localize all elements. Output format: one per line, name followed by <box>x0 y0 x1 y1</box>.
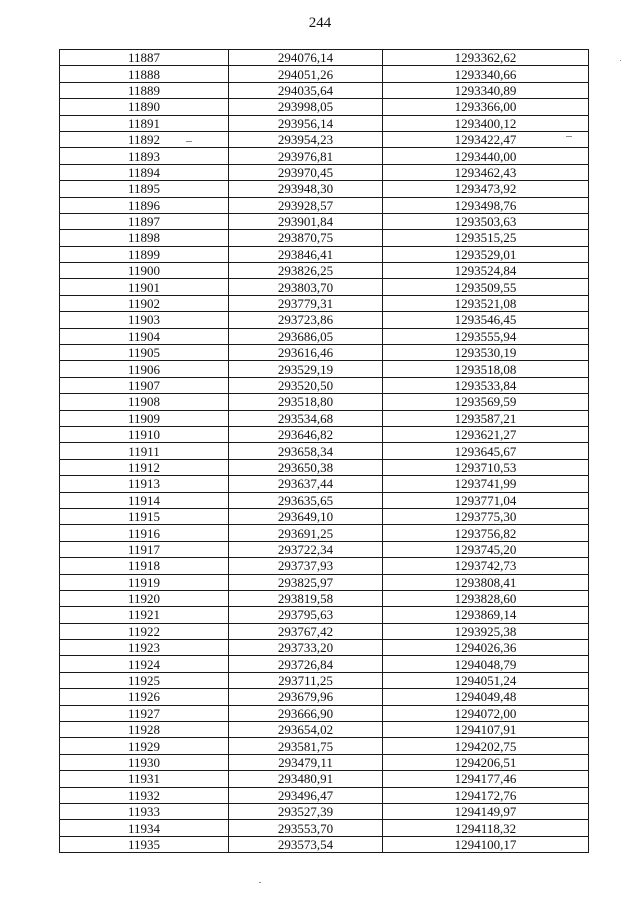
y-coordinate-cell: 1293422,47 <box>383 131 589 147</box>
x-coordinate-cell: 293654,02 <box>229 722 383 738</box>
x-coordinate-cell: 293795,63 <box>229 607 383 623</box>
scan-speck <box>620 60 621 61</box>
y-coordinate-cell: 1293503,63 <box>383 213 589 229</box>
point-number-cell: 11905 <box>60 345 229 361</box>
point-number-cell: 11912 <box>60 459 229 475</box>
y-coordinate-cell: 1294026,36 <box>383 640 589 656</box>
point-number-cell: 11924 <box>60 656 229 672</box>
table-row <box>60 836 589 852</box>
point-number-cell: 11909 <box>60 410 229 426</box>
table-row <box>60 754 589 770</box>
x-coordinate-cell: 293480,91 <box>229 771 383 787</box>
y-coordinate-cell: 1293529,01 <box>383 246 589 262</box>
table-row <box>60 574 589 590</box>
x-coordinate-cell: 293803,70 <box>229 279 383 295</box>
x-coordinate-cell: 293581,75 <box>229 738 383 754</box>
x-coordinate-cell: 293954,23 <box>229 131 383 147</box>
x-coordinate-cell: 293998,05 <box>229 99 383 115</box>
x-coordinate-cell: 293928,57 <box>229 197 383 213</box>
x-coordinate-cell: 293722,34 <box>229 541 383 557</box>
x-coordinate-cell: 293711,25 <box>229 672 383 688</box>
x-coordinate-cell: 293846,41 <box>229 246 383 262</box>
table-row <box>60 115 589 131</box>
point-number-cell: 11933 <box>60 803 229 819</box>
y-coordinate-cell: 1294149,97 <box>383 803 589 819</box>
x-coordinate-cell: 293534,68 <box>229 410 383 426</box>
table-row <box>60 492 589 508</box>
y-coordinate-cell: 1293340,66 <box>383 66 589 82</box>
y-coordinate-cell: 1293555,94 <box>383 328 589 344</box>
point-number-cell: 11910 <box>60 426 229 442</box>
point-number-cell: 11916 <box>60 525 229 541</box>
y-coordinate-cell: 1293515,25 <box>383 230 589 246</box>
y-coordinate-cell: 1293775,30 <box>383 508 589 524</box>
x-coordinate-cell: 293650,38 <box>229 459 383 475</box>
point-number-cell: 11919 <box>60 574 229 590</box>
y-coordinate-cell: 1294049,48 <box>383 689 589 705</box>
x-coordinate-cell: 293553,70 <box>229 820 383 836</box>
x-coordinate-cell: 293691,25 <box>229 525 383 541</box>
x-coordinate-cell: 293970,45 <box>229 164 383 180</box>
y-coordinate-cell: 1293587,21 <box>383 410 589 426</box>
point-number-cell: 11922 <box>60 623 229 639</box>
x-coordinate-cell: 293726,84 <box>229 656 383 672</box>
x-coordinate-cell: 293637,44 <box>229 476 383 492</box>
point-number-cell: 11893 <box>60 148 229 164</box>
table-row <box>60 230 589 246</box>
point-number-cell: 11923 <box>60 640 229 656</box>
table-row <box>60 312 589 328</box>
x-coordinate-cell: 293479,11 <box>229 754 383 770</box>
table-row <box>60 164 589 180</box>
table-row <box>60 131 589 147</box>
table-row <box>60 672 589 688</box>
table-row <box>60 640 589 656</box>
point-number-cell: 11928 <box>60 722 229 738</box>
x-coordinate-cell: 293779,31 <box>229 295 383 311</box>
coordinates-table <box>59 49 589 853</box>
table-row <box>60 541 589 557</box>
y-coordinate-cell: 1293569,59 <box>383 394 589 410</box>
table-row <box>60 590 589 606</box>
point-number-cell: 11908 <box>60 394 229 410</box>
x-coordinate-cell: 293870,75 <box>229 230 383 246</box>
point-number-cell: 11930 <box>60 754 229 770</box>
point-number-cell: 11914 <box>60 492 229 508</box>
y-coordinate-cell: 1293710,53 <box>383 459 589 475</box>
y-coordinate-cell: 1293645,67 <box>383 443 589 459</box>
coordinates-table-body <box>60 50 589 853</box>
y-coordinate-cell: 1293462,43 <box>383 164 589 180</box>
x-coordinate-cell: 293529,19 <box>229 361 383 377</box>
point-number-cell: 11902 <box>60 295 229 311</box>
y-coordinate-cell: 1293521,08 <box>383 295 589 311</box>
y-coordinate-cell: 1293473,92 <box>383 181 589 197</box>
x-coordinate-cell: 294035,64 <box>229 82 383 98</box>
y-coordinate-cell: 1293530,19 <box>383 345 589 361</box>
point-number-cell: 11929 <box>60 738 229 754</box>
table-row <box>60 213 589 229</box>
table-row <box>60 410 589 426</box>
x-coordinate-cell: 293635,65 <box>229 492 383 508</box>
x-coordinate-cell: 293658,34 <box>229 443 383 459</box>
point-number-cell: 11932 <box>60 787 229 803</box>
x-coordinate-cell: 293723,86 <box>229 312 383 328</box>
x-coordinate-cell: 293649,10 <box>229 508 383 524</box>
point-number-cell: 11911 <box>60 443 229 459</box>
table-row <box>60 820 589 836</box>
table-row <box>60 345 589 361</box>
y-coordinate-cell: 1294202,75 <box>383 738 589 754</box>
table-row <box>60 82 589 98</box>
y-coordinate-cell: 1293869,14 <box>383 607 589 623</box>
table-row <box>60 771 589 787</box>
x-coordinate-cell: 293518,80 <box>229 394 383 410</box>
point-number-cell: 11903 <box>60 312 229 328</box>
table-row <box>60 558 589 574</box>
x-coordinate-cell: 293573,54 <box>229 836 383 852</box>
x-coordinate-cell: 293520,50 <box>229 377 383 393</box>
point-number-cell: 11934 <box>60 820 229 836</box>
x-coordinate-cell: 293527,39 <box>229 803 383 819</box>
x-coordinate-cell: 293679,96 <box>229 689 383 705</box>
y-coordinate-cell: 1294100,17 <box>383 836 589 852</box>
table-row <box>60 476 589 492</box>
y-coordinate-cell: 1293756,82 <box>383 525 589 541</box>
x-coordinate-cell: 293767,42 <box>229 623 383 639</box>
point-number-cell: 11913 <box>60 476 229 492</box>
y-coordinate-cell: 1293440,00 <box>383 148 589 164</box>
point-number-cell: 11898 <box>60 230 229 246</box>
point-number-cell: 11904 <box>60 328 229 344</box>
y-coordinate-cell: 1294177,46 <box>383 771 589 787</box>
y-coordinate-cell: 1293362,62 <box>383 50 589 66</box>
x-coordinate-cell: 293616,46 <box>229 345 383 361</box>
y-coordinate-cell: 1293742,73 <box>383 558 589 574</box>
point-number-cell: 11925 <box>60 672 229 688</box>
y-coordinate-cell: 1293518,08 <box>383 361 589 377</box>
point-number-cell: 11889 <box>60 82 229 98</box>
point-number-cell: 11897 <box>60 213 229 229</box>
table-row <box>60 508 589 524</box>
y-coordinate-cell: 1294048,79 <box>383 656 589 672</box>
x-coordinate-cell: 293686,05 <box>229 328 383 344</box>
point-number-cell: 11918 <box>60 558 229 574</box>
y-coordinate-cell: 1293828,60 <box>383 590 589 606</box>
y-coordinate-cell: 1293498,76 <box>383 197 589 213</box>
point-number-cell: 11899 <box>60 246 229 262</box>
table-row <box>60 525 589 541</box>
point-number-cell: 11892 <box>60 131 229 147</box>
point-number-cell: 11915 <box>60 508 229 524</box>
table-row <box>60 279 589 295</box>
x-coordinate-cell: 293737,93 <box>229 558 383 574</box>
point-number-cell: 11895 <box>60 181 229 197</box>
y-coordinate-cell: 1294072,00 <box>383 705 589 721</box>
x-coordinate-cell: 293826,25 <box>229 263 383 279</box>
table-row <box>60 181 589 197</box>
point-number-cell: 11926 <box>60 689 229 705</box>
table-row <box>60 246 589 262</box>
y-coordinate-cell: 1293533,84 <box>383 377 589 393</box>
table-row <box>60 50 589 66</box>
page-number: 244 <box>308 15 332 31</box>
y-coordinate-cell: 1293509,55 <box>383 279 589 295</box>
x-coordinate-cell: 293976,81 <box>229 148 383 164</box>
y-coordinate-cell: 1293925,38 <box>383 623 589 639</box>
table-row <box>60 328 589 344</box>
y-coordinate-cell: 1294118,32 <box>383 820 589 836</box>
point-number-cell: 11921 <box>60 607 229 623</box>
scan-speck <box>259 882 261 883</box>
table-row <box>60 66 589 82</box>
table-row <box>60 803 589 819</box>
table-row <box>60 197 589 213</box>
y-coordinate-cell: 1294206,51 <box>383 754 589 770</box>
table-row <box>60 738 589 754</box>
table-row <box>60 607 589 623</box>
table-row <box>60 377 589 393</box>
point-number-cell: 11920 <box>60 590 229 606</box>
x-coordinate-cell: 293496,47 <box>229 787 383 803</box>
scan-speck <box>186 141 192 142</box>
y-coordinate-cell: 1293771,04 <box>383 492 589 508</box>
x-coordinate-cell: 293948,30 <box>229 181 383 197</box>
x-coordinate-cell: 294051,26 <box>229 66 383 82</box>
point-number-cell: 11906 <box>60 361 229 377</box>
point-number-cell: 11901 <box>60 279 229 295</box>
table-row <box>60 361 589 377</box>
y-coordinate-cell: 1293524,84 <box>383 263 589 279</box>
table-row <box>60 705 589 721</box>
x-coordinate-cell: 293901,84 <box>229 213 383 229</box>
point-number-cell: 11888 <box>60 66 229 82</box>
x-coordinate-cell: 293733,20 <box>229 640 383 656</box>
y-coordinate-cell: 1293808,41 <box>383 574 589 590</box>
point-number-cell: 11896 <box>60 197 229 213</box>
point-number-cell: 11900 <box>60 263 229 279</box>
table-row <box>60 623 589 639</box>
point-number-cell: 11927 <box>60 705 229 721</box>
table-row <box>60 295 589 311</box>
table-row <box>60 722 589 738</box>
y-coordinate-cell: 1294051,24 <box>383 672 589 688</box>
x-coordinate-cell: 293646,82 <box>229 426 383 442</box>
scan-speck <box>566 136 572 137</box>
table-row <box>60 443 589 459</box>
table-row <box>60 263 589 279</box>
y-coordinate-cell: 1293621,27 <box>383 426 589 442</box>
table-row <box>60 656 589 672</box>
x-coordinate-cell: 294076,14 <box>229 50 383 66</box>
point-number-cell: 11907 <box>60 377 229 393</box>
y-coordinate-cell: 1294107,91 <box>383 722 589 738</box>
y-coordinate-cell: 1293340,89 <box>383 82 589 98</box>
x-coordinate-cell: 293825,97 <box>229 574 383 590</box>
x-coordinate-cell: 293956,14 <box>229 115 383 131</box>
point-number-cell: 11931 <box>60 771 229 787</box>
point-number-cell: 11887 <box>60 50 229 66</box>
y-coordinate-cell: 1293546,45 <box>383 312 589 328</box>
table-row <box>60 394 589 410</box>
table-row <box>60 787 589 803</box>
y-coordinate-cell: 1293366,00 <box>383 99 589 115</box>
x-coordinate-cell: 293819,58 <box>229 590 383 606</box>
point-number-cell: 11935 <box>60 836 229 852</box>
point-number-cell: 11890 <box>60 99 229 115</box>
y-coordinate-cell: 1293745,20 <box>383 541 589 557</box>
x-coordinate-cell: 293666,90 <box>229 705 383 721</box>
y-coordinate-cell: 1293741,99 <box>383 476 589 492</box>
y-coordinate-cell: 1293400,12 <box>383 115 589 131</box>
table-row <box>60 689 589 705</box>
y-coordinate-cell: 1294172,76 <box>383 787 589 803</box>
point-number-cell: 11891 <box>60 115 229 131</box>
table-row <box>60 99 589 115</box>
table-row <box>60 426 589 442</box>
table-row <box>60 459 589 475</box>
table-row <box>60 148 589 164</box>
point-number-cell: 11894 <box>60 164 229 180</box>
point-number-cell: 11917 <box>60 541 229 557</box>
